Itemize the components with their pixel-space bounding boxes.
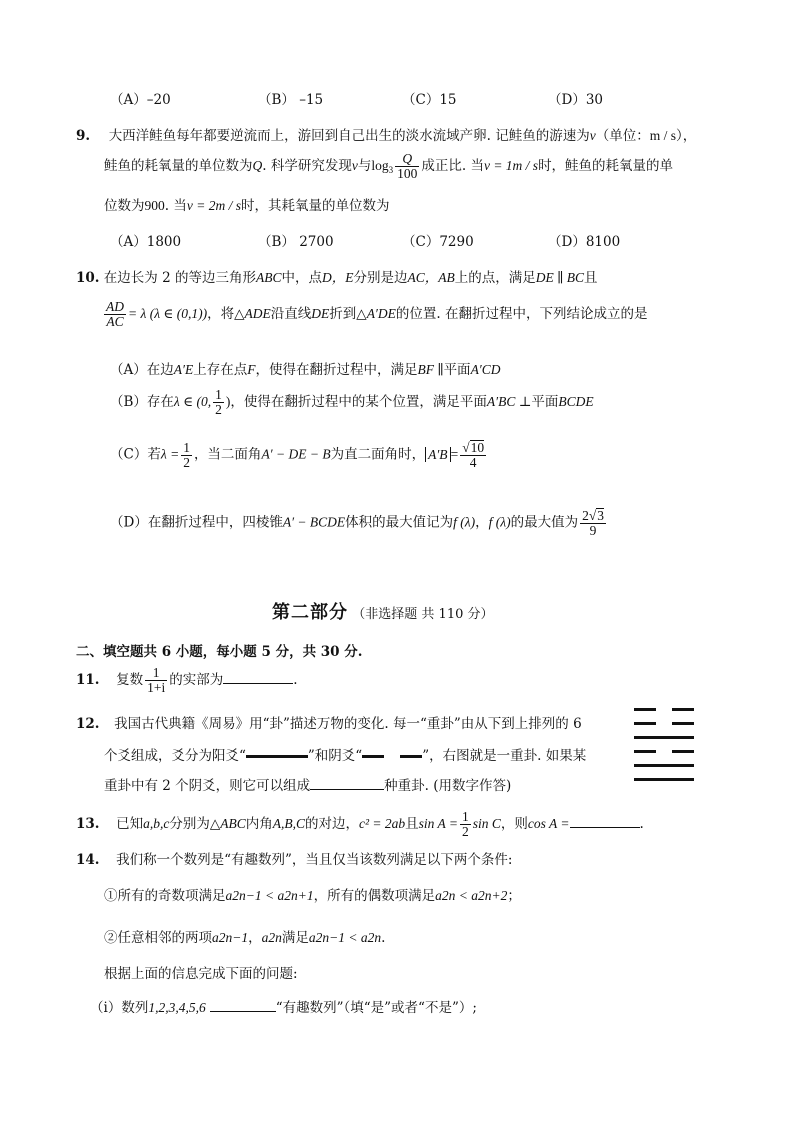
q12-line-1: 12. 我国古代典籍《周易》用“卦”描述万物的变化. 每一“重卦”由从下到上排列的 6 — [76, 716, 582, 732]
q10-text: 分别是边 — [353, 270, 408, 286]
q13: 13. 已知a,b,c分别为△ABC内角A,B,C的对边，c² = 2ab且sin A = $\frac{1}{2}$ sin C，则cos A = . — [76, 809, 644, 840]
q14-answer-blank[interactable] — [210, 999, 276, 1012]
q9-condition: v = 2m / s — [186, 198, 241, 213]
q11-number: 11. — [76, 672, 100, 689]
q10-ratio: $\frac{AD}{AC}$ — [106, 299, 124, 330]
q11-fraction: $\frac{1}{1+i}$ — [147, 665, 166, 696]
q9-option-c: （C）7290 — [402, 234, 474, 250]
q9-unit: m / s — [649, 128, 677, 143]
q9-text: 与 — [357, 158, 372, 175]
q12-line-3: 重卦中有 2 个阴爻，则它可以组成 种重卦. (用数字作答) — [104, 778, 512, 794]
q9-text: 时，鲑鱼的耗氧量的单 — [538, 158, 674, 175]
q10-text: 折到△ — [329, 306, 367, 323]
q10-text: ，将△ — [207, 306, 245, 323]
q13-number: 13. — [76, 816, 100, 833]
yin-line-icon — [634, 750, 656, 753]
q10-option-b: （B）存在λ ∈ (0, $\frac{1}{2}$ )，使得在翻折过程中的某个位置，满足平面A′BC ⊥平面BCDE — [110, 387, 594, 418]
q9-option-a: （A）1800 — [110, 234, 182, 250]
yin-line-icon — [634, 708, 656, 711]
q10-option-d: （D）在翻折过程中，四棱锥A′ − BCDE体积的最大值记为f (λ)，f (λ)的最大值为 $\frac{2√3}{9}$ — [110, 508, 604, 539]
q8-option-b: （B） –15 — [258, 92, 324, 108]
q9-text: （单位： — [595, 128, 650, 144]
q14-number: 14. — [76, 852, 100, 868]
q9-fraction: $\frac{Q}{100}$ — [397, 151, 418, 182]
q12-number: 12. — [76, 716, 100, 732]
q9-text: 大西洋鲑鱼每年都要逆流而上，游回到自己出生的淡水流域产卵. 记鲑鱼的游速为 — [108, 128, 590, 144]
q10-number: 10. — [76, 270, 100, 286]
q14-intro: 14. 我们称一个数列是“有趣数列”，当且仅当该数列满足以下两个条件: — [76, 852, 513, 868]
q9-text: 鲑鱼的耗氧量的单位数为 — [104, 158, 253, 175]
q13-answer-blank[interactable] — [570, 815, 640, 828]
q8-option-a: （A）–20 — [110, 92, 171, 108]
q9-number: 9. — [76, 128, 91, 144]
q10-option-c: （C）若λ = $\frac{1}{2}$ ，当二面角A′ − DE − B为直二面角时， A′B = $\frac{√10}{4}$ — [110, 439, 485, 471]
yin-line-left-icon — [362, 755, 384, 758]
q9-text: . 科学研究发现 — [262, 158, 352, 175]
q10-text: 在边长为 2 的等边三角形 — [103, 270, 256, 286]
q8-option-d: （D）30 — [548, 92, 604, 108]
part2-note: （非选择题 共 110 分） — [352, 607, 494, 622]
part2-title: 第二部分 — [272, 602, 348, 623]
q9-log: $\log_3$ — [371, 158, 394, 176]
q9-text: 成正比. 当 — [421, 158, 484, 175]
q10-text: 上的点，满足 — [454, 270, 536, 286]
q10-math: AC，AB — [407, 270, 455, 285]
q11: 11. 复数 $\frac{1}{1+i}$ 的实部为 . — [76, 665, 298, 696]
yin-line-icon — [672, 708, 694, 711]
q8-option-c: （C）15 — [402, 92, 457, 108]
yin-line-icon — [672, 722, 694, 725]
yin-line-right-icon — [400, 755, 422, 758]
q10-text: 的位置. 在翻折过程中，下列结论成立的是 — [395, 306, 648, 323]
q9-line-3 — [104, 194, 389, 214]
q9-text: 位数为 — [104, 198, 145, 214]
q9-var: v — [589, 128, 596, 143]
q14-prompt: 根据上面的信息完成下面的问题: — [104, 966, 298, 982]
yang-line-icon — [246, 755, 308, 758]
q10-text: 且 — [583, 270, 598, 286]
q12-answer-blank[interactable] — [310, 777, 384, 790]
q14-condition-2: ②任意相邻的两项a2n−1，a2n满足a2n−1 < a2n. — [104, 930, 386, 946]
q10-math: A′DE — [366, 306, 396, 322]
q10-math: DE — [311, 306, 330, 322]
q11-answer-blank[interactable] — [223, 671, 293, 684]
q14-condition-1: ①所有的奇数项满足a2n−1 < a2n+1，所有的偶数项满足a2n < a2n+2； — [104, 888, 521, 904]
q12-line-2: 个爻组成，爻分为阳爻“ ”和阴爻“ ”，右图就是一重卦. 如果某 — [104, 748, 587, 764]
q9-condition: v = 1m / s — [483, 158, 539, 174]
q9-line-1 — [76, 124, 696, 144]
q10-text: 中，点 — [281, 270, 322, 286]
q10-math: ABC — [255, 270, 282, 285]
q9-var: v — [351, 158, 358, 174]
q10-option-a: （A）在边A′E上存在点F，使得在翻折过程中，满足BF ∥平面A′CD — [110, 362, 501, 378]
q10-math: = λ (λ ∈ (0,1)) — [128, 306, 208, 322]
q9-option-b: （B） 2700 — [258, 234, 334, 250]
q9-text: ）， — [676, 128, 697, 144]
section2-heading: 二、填空题共 6 小题，每小题 5 分，共 30 分. — [76, 644, 363, 660]
q10-math: D，E — [321, 270, 354, 285]
yin-line-icon — [672, 750, 694, 753]
q9-text: . 当 — [164, 198, 187, 214]
q10-math: ADE — [244, 306, 271, 322]
q14-part-i: （i）数列1,2,3,4,5,6 “有趣数列”（填“是”或者“不是”）; — [90, 1000, 477, 1016]
yin-line-icon — [634, 722, 656, 725]
yang-line-icon — [634, 736, 694, 739]
part2-heading — [272, 598, 494, 624]
q10-line-2 — [102, 300, 647, 329]
q9-value: 900 — [144, 198, 165, 213]
yang-line-icon — [634, 778, 694, 781]
q9-text: 时，其耗氧量的单位数为 — [240, 198, 390, 214]
q9-var: Q — [252, 158, 263, 174]
q9-line-2 — [104, 152, 673, 181]
yang-line-icon — [634, 764, 694, 767]
q10-line-1 — [76, 266, 597, 286]
q10-math: DE ∥ BC — [535, 270, 584, 285]
q9-option-d: （D）8100 — [548, 234, 621, 250]
q10-text: 沿直线 — [270, 306, 312, 323]
